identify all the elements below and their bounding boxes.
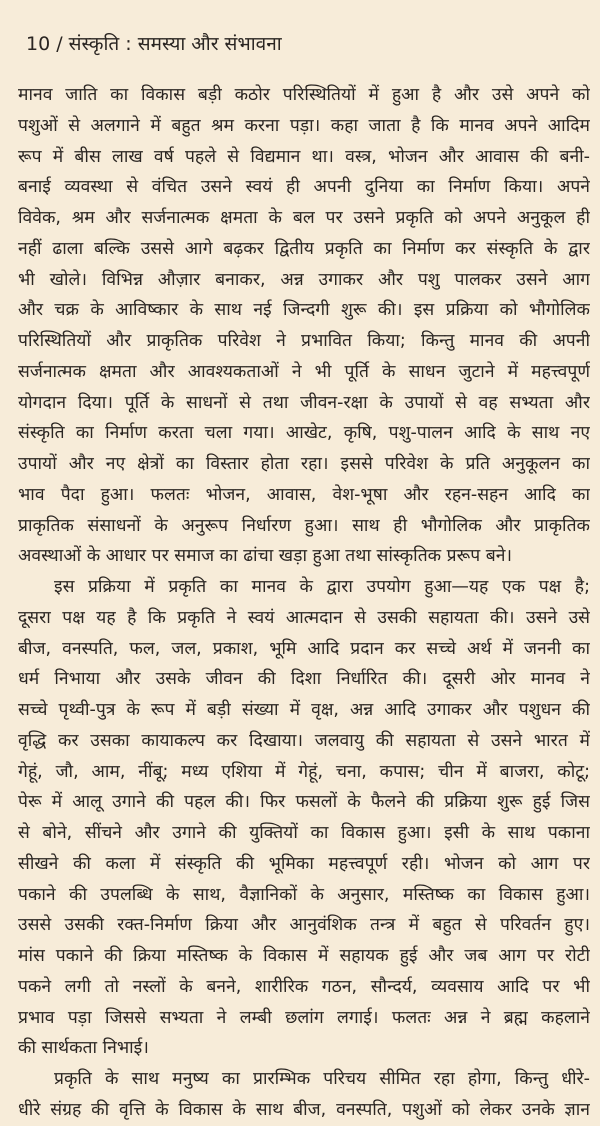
text-line: मांस पकाने की क्रिया मस्तिष्क के विकास में सहायक हुई और जब आग पर रोटी (18, 946, 590, 966)
text-line: धर्म निभाया और उसके जीवन की दिशा निर्धारित की। दूसरी ओर मानव ने (18, 669, 590, 690)
text-line: योगदान दिया। पूर्ति के साधनों से तथा जीवन-रक्षा के उपायों से वह सभ्यता और (18, 392, 590, 413)
text-line: विवेक, श्रम और सर्जनात्मक क्षमता के बल पर उसने प्रकृति को अपने अनुकूल ही (18, 208, 590, 228)
running-header (26, 30, 282, 56)
text-line: पेरू में आलू उगाने की पहल की। फिर फसलों के फैलने की प्रक्रिया शुरू हुई जिस (18, 792, 590, 813)
text-line: भी खोले। विभिन्न औज़ार बनाकर, अन्न उगाकर और पशु पालकर उसने आग (18, 269, 590, 290)
text-line: प्रभाव पड़ा जिससे सभ्यता ने लम्बी छलांग लगाई। फलतः अन्न ने ब्रह्म कहलाने (18, 1007, 590, 1028)
text-line: वृद्धि कर उसका कायाकल्प कर दिखाया। जलवायु की सहायता से उसने भारत में (18, 730, 590, 751)
text-line: सीखने की कला में संस्कृति की भूमिका महत्त्वपूर्ण रही। भोजन को आग पर (18, 853, 590, 874)
text-line: प्रकृति के साथ मनुष्य का प्रारम्भिक परिचय सीमित रहा होगा, किन्तु धीरे- (54, 1069, 590, 1089)
text-line: सच्चे पृथ्वी-पुत्र के रूप में बड़ी संख्या में वृक्ष, अन्न आदि उगाकर और पशुधन की (18, 700, 590, 720)
text-line: नहीं ढाला बल्कि उससे आगे बढ़कर द्वितीय प्रकृति का निर्माण कर संस्कृति के द्वार (18, 238, 590, 259)
paragraph (18, 572, 590, 1064)
text-line: प्राकृतिक संसाधनों के अनुरूप निर्धारण हुआ। साथ ही भौगोलिक और प्राकृतिक (18, 515, 590, 536)
text-line: पशुओं से अलगाने में बहुत श्रम करना पड़ा। कहा जाता है कि मानव अपने आदिम (18, 115, 590, 136)
text-line: गेहूं, जौ, आम, नींबू; मध्य एशिया में गेहूं, चना, कपास; चीन में बाजरा, कोटू; (18, 761, 590, 782)
text-line: सर्जनात्मक क्षमता और आवश्यकताओं ने भी पूर्ति के साधन जुटाने में महत्त्वपूर्ण (18, 361, 590, 382)
paragraph (18, 1064, 590, 1126)
text-line: दूसरा पक्ष यह है कि प्रकृति ने स्वयं आत्मदान से उसकी सहायता की। उसने उसे (18, 607, 590, 628)
running-title: / संस्कृति : समस्या और संभावना (56, 33, 282, 55)
text-line: उपायों और नए क्षेत्रों का विस्तार होता रहा। इससे परिवेश के प्रति अनुकूलन का (18, 454, 590, 474)
text-line: धीरे संग्रह की वृत्ति के विकास के साथ बीज, वनस्पति, पशुओं को लेकर उनके ज्ञान (18, 1099, 590, 1120)
page-number: 10 (26, 33, 51, 55)
text-line: और चक्र के आविष्कार के साथ नई जिन्दगी शुरू की। इस प्रक्रिया को भौगोलिक (18, 300, 590, 321)
text-line: उससे उसकी रक्त-निर्माण क्रिया और आनुवंशिक तन्त्र में बहुत से परिवर्तन हुए। (18, 915, 590, 936)
text-line: भाव पैदा हुआ। फलतः भोजन, आवास, वेश-भूषा और रहन-सहन आदि का (18, 484, 590, 505)
text-line: पकने लगी तो नस्लों के बनने, शारीरिक गठन, सौन्दर्य, व्यवसाय आदि पर भी (18, 976, 590, 997)
text-line: अवस्थाओं के आधार पर समाज का ढांचा खड़ा हुआ तथा सांस्कृतिक प्ररूप बने। (18, 546, 513, 567)
text-line: बीज, वनस्पति, फल, जल, प्रकाश, भूमि आदि प्रदान कर सच्चे अर्थ में जननी का (18, 638, 590, 659)
text-line: से बोने, सींचने और उगाने की युक्तियों का विकास हुआ। इसी के साथ पकाना (18, 823, 590, 843)
text-line: की सार्थकता निभाई। (18, 1038, 149, 1059)
text-line: इस प्रक्रिया में प्रकृति का मानव के द्वारा उपयोग हुआ—यह एक पक्ष है; (54, 577, 590, 597)
text-line: बनाई व्यवस्था से वंचित उसने स्वयं ही अपनी दुनिया का निर्माण किया। अपने (18, 177, 590, 198)
page-body (18, 80, 590, 1126)
text-line: परिस्थितियों और प्राकृतिक परिवेश ने प्रभावित किया; किन्तु मानव की अपनी (18, 331, 590, 351)
text-line: पकाने की उपलब्धि के साथ, वैज्ञानिकों के अनुसार, मस्तिष्क का विकास हुआ। (18, 884, 590, 905)
paragraph (18, 80, 590, 572)
text-line: रूप में बीस लाख वर्ष पहले से विद्यमान था। वस्त्र, भोजन और आवास की बनी- (18, 146, 590, 167)
text-line: संस्कृति का निर्माण करता चला गया। आखेट, कृषि, पशु-पालन आदि के साथ नए (18, 423, 590, 444)
text-line: मानव जाति का विकास बड़ी कठोर परिस्थितियों में हुआ है और उसे अपने को (18, 85, 590, 105)
